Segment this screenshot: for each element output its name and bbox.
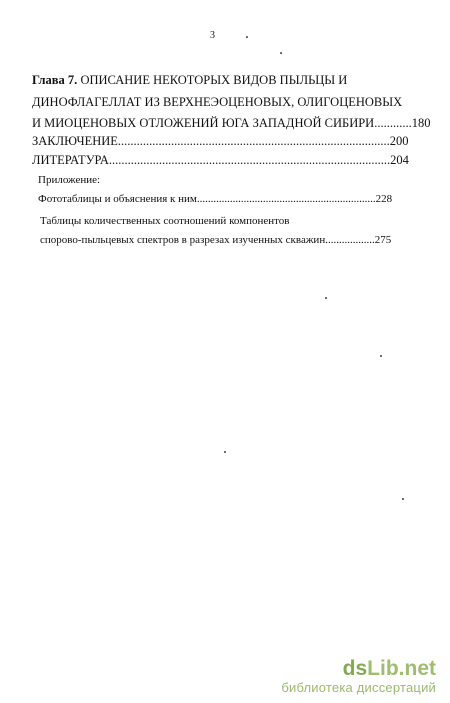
chapter-title-line2: ДИНОФЛАГЕЛЛАТ ИЗ ВЕРХНЕЭОЦЕНОВЫХ, ОЛИГОЦЕНОВЫХ	[32, 95, 403, 109]
scan-speck	[224, 451, 226, 453]
toc-entry-tables-line1: Таблицы количественных соотношений компонентов	[40, 215, 290, 227]
scan-speck	[246, 36, 248, 38]
chapter-title-line1: ОПИСАНИЕ НЕКОТОРЫХ ВИДОВ ПЫЛЬЦЫ И	[80, 73, 348, 87]
toc-entry-tables-line2: спорово-пыльцевых спектров в разрезах изученных скважин..................275	[40, 234, 392, 246]
scan-speck	[380, 355, 382, 357]
toc-entry-phototables: Фототаблицы и объяснения к ним.................................................................228	[38, 193, 393, 205]
chapter-title-line3: И МИОЦЕНОВЫХ ОТЛОЖЕНИЙ ЮГА ЗАПАДНОЙ СИБИРИ............180	[32, 116, 431, 130]
scan-speck	[280, 52, 282, 54]
dslib-watermark	[281, 658, 436, 695]
watermark-subtitle: библиотека диссертаций	[281, 680, 436, 695]
appendix-label: Приложение:	[38, 174, 101, 186]
scan-speck	[325, 297, 327, 299]
toc-entry-chapter7-line1	[32, 72, 347, 88]
chapter-label: Глава 7.	[32, 73, 78, 87]
scan-speck	[402, 498, 404, 500]
dslib-logo: dsLib.net	[342, 657, 436, 680]
toc-entry-conclusion: ЗАКЛЮЧЕНИЕ.......................................................................................200	[32, 134, 409, 148]
page-number: 3	[210, 30, 215, 41]
toc-entry-literature: ЛИТЕРАТУРА..........................................................................................204	[32, 153, 409, 167]
